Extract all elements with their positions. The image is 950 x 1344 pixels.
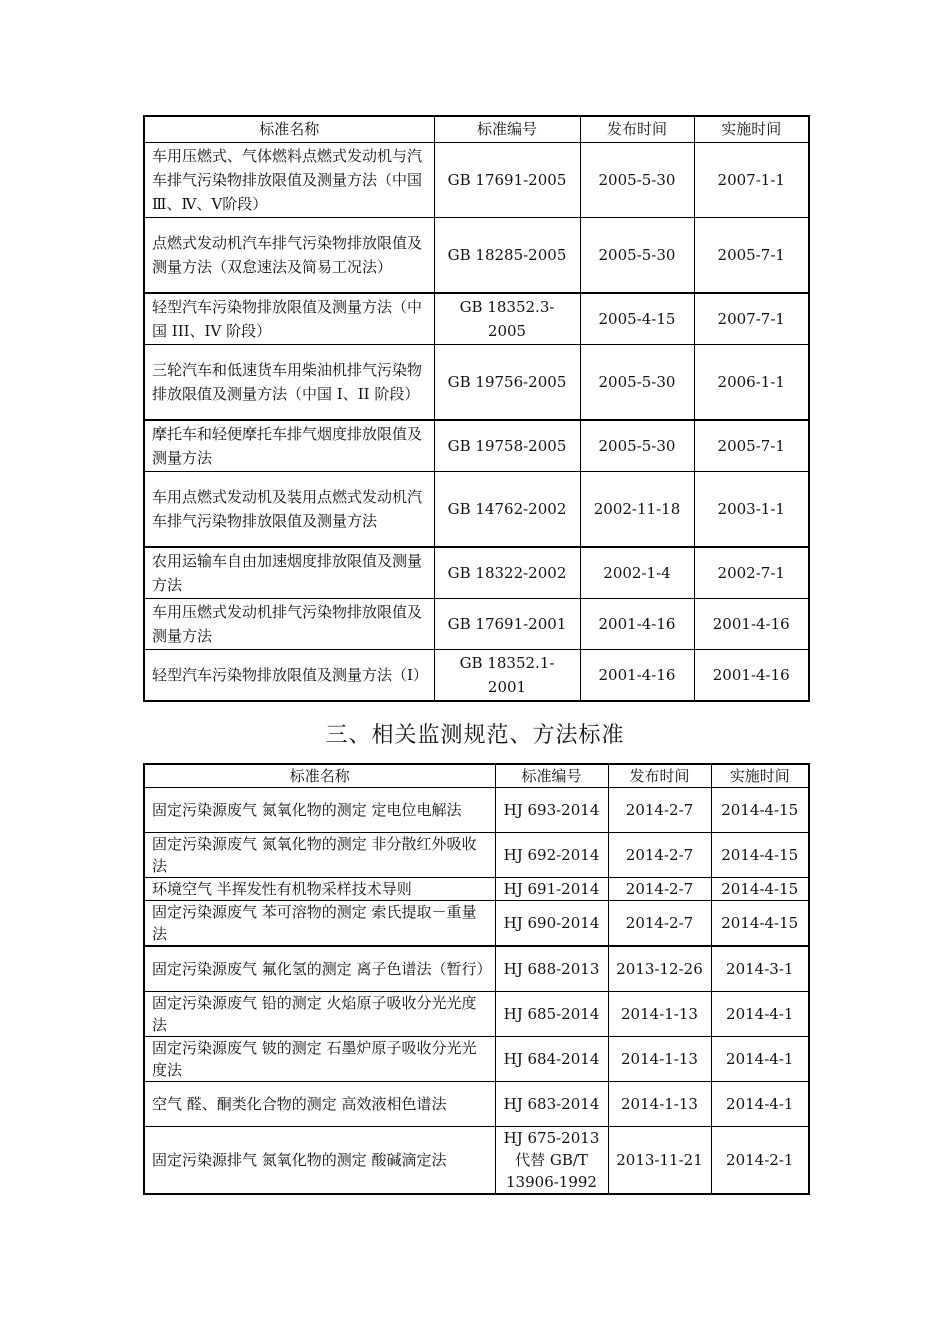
- standard-code-cell: HJ 688-2013: [495, 946, 608, 992]
- standard-code-cell: HJ 691-2014: [495, 878, 608, 901]
- release-date-cell: 2014-2-7: [608, 901, 711, 947]
- table-row: [144, 992, 809, 1037]
- header-release-date: 发布时间: [608, 764, 711, 788]
- effective-date-cell: 2005-7-1: [694, 420, 809, 472]
- release-date-cell: 2014-2-7: [608, 878, 711, 901]
- effective-date-cell: 2007-1-1: [694, 142, 809, 217]
- header-standard-code: 标准编号: [495, 764, 608, 788]
- standard-name-cell: 固定污染源废气 氮氧化物的测定 定电位电解法: [144, 788, 495, 833]
- release-date-cell: 2014-1-13: [608, 1082, 711, 1127]
- table-row: [144, 217, 809, 293]
- standard-name-cell: 轻型汽车污染物排放限值及测量方法（Ⅰ）: [144, 649, 434, 701]
- standard-code-cell: GB 17691-2005: [434, 142, 580, 217]
- release-date-cell: 2013-12-26: [608, 946, 711, 992]
- monitoring-method-standards-table: [143, 763, 810, 1195]
- table-row: [144, 471, 809, 547]
- standard-name-cell: 固定污染源废气 氟化氢的测定 离子色谱法（暂行）: [144, 946, 495, 992]
- effective-date-cell: 2014-4-1: [711, 1082, 809, 1127]
- standard-code-cell: HJ 690-2014: [495, 901, 608, 947]
- table-row: [144, 878, 809, 901]
- release-date-cell: 2002-11-18: [580, 471, 694, 547]
- table-row: [144, 344, 809, 420]
- table-row: [144, 833, 809, 878]
- effective-date-cell: 2006-1-1: [694, 344, 809, 420]
- release-date-cell: 2005-5-30: [580, 420, 694, 472]
- standard-code-cell: HJ 692-2014: [495, 833, 608, 878]
- standard-code-cell: GB 18322-2002: [434, 547, 580, 599]
- table-row: [144, 547, 809, 599]
- header-release-date: 发布时间: [580, 116, 694, 142]
- standard-name-cell: 点燃式发动机汽车排气污染物排放限值及测量方法（双怠速法及简易工况法）: [144, 217, 434, 293]
- effective-date-cell: 2005-7-1: [694, 217, 809, 293]
- header-effective-date: 实施时间: [694, 116, 809, 142]
- standard-name-cell: 车用压燃式发动机排气污染物排放限值及测量方法: [144, 598, 434, 649]
- standard-name-cell: 固定污染源废气 铅的测定 火焰原子吸收分光光度法: [144, 992, 495, 1037]
- release-date-cell: 2013-11-21: [608, 1127, 711, 1195]
- section-heading: 三、相关监测规范、方法标准: [325, 723, 625, 748]
- release-date-cell: 2014-2-7: [608, 788, 711, 833]
- table-row: [144, 142, 809, 217]
- header-standard-name: 标准名称: [144, 116, 434, 142]
- standard-name-cell: 固定污染源排气 氮氧化物的测定 酸碱滴定法: [144, 1127, 495, 1195]
- header-standard-code: 标准编号: [434, 116, 580, 142]
- standard-code-cell: GB 19758-2005: [434, 420, 580, 472]
- header-effective-date: 实施时间: [711, 764, 809, 788]
- emission-standards-table: [143, 115, 810, 702]
- effective-date-cell: 2001-4-16: [694, 598, 809, 649]
- effective-date-cell: 2003-1-1: [694, 471, 809, 547]
- effective-date-cell: 2014-4-15: [711, 833, 809, 878]
- table-header-row: [144, 116, 809, 142]
- release-date-cell: 2014-2-7: [608, 833, 711, 878]
- standard-name-cell: 车用点燃式发动机及装用点燃式发动机汽车排气污染物排放限值及测量方法: [144, 471, 434, 547]
- effective-date-cell: 2001-4-16: [694, 649, 809, 701]
- standard-code-cell: HJ 693-2014: [495, 788, 608, 833]
- table-row: [144, 649, 809, 701]
- standard-name-cell: 轻型汽车污染物排放限值及测量方法（中国 III、IV 阶段）: [144, 293, 434, 345]
- effective-date-cell: 2014-4-1: [711, 992, 809, 1037]
- table-row: [144, 1082, 809, 1127]
- standard-code-cell: HJ 675-2013 代替 GB/T 13906-1992: [495, 1127, 608, 1195]
- effective-date-cell: 2014-2-1: [711, 1127, 809, 1195]
- standard-code-cell: GB 19756-2005: [434, 344, 580, 420]
- standard-name-cell: 车用压燃式、气体燃料点燃式发动机与汽车排气污染物排放限值及测量方法（中国Ⅲ、Ⅳ、Ⅴ阶段）: [144, 142, 434, 217]
- standard-name-cell: 固定污染源废气 氮氧化物的测定 非分散红外吸收法: [144, 833, 495, 878]
- standard-name-cell: 固定污染源废气 苯可溶物的测定 索氏提取－重量法: [144, 901, 495, 947]
- effective-date-cell: 2002-7-1: [694, 547, 809, 599]
- header-standard-name: 标准名称: [144, 764, 495, 788]
- release-date-cell: 2002-1-4: [580, 547, 694, 599]
- standard-name-cell: 三轮汽车和低速货车用柴油机排气污染物排放限值及测量方法（中国 I、II 阶段）: [144, 344, 434, 420]
- effective-date-cell: 2014-4-15: [711, 901, 809, 947]
- standard-code-cell: GB 17691-2001: [434, 598, 580, 649]
- table-row: [144, 788, 809, 833]
- release-date-cell: 2005-5-30: [580, 217, 694, 293]
- table-row: [144, 1127, 809, 1195]
- standard-code-cell: HJ 684-2014: [495, 1037, 608, 1082]
- release-date-cell: 2005-5-30: [580, 344, 694, 420]
- release-date-cell: 2014-1-13: [608, 1037, 711, 1082]
- effective-date-cell: 2014-4-1: [711, 1037, 809, 1082]
- standard-code-cell: HJ 683-2014: [495, 1082, 608, 1127]
- release-date-cell: 2001-4-16: [580, 649, 694, 701]
- table-row: [144, 598, 809, 649]
- standard-code-cell: HJ 685-2014: [495, 992, 608, 1037]
- standard-code-cell: GB 14762-2002: [434, 471, 580, 547]
- effective-date-cell: 2014-4-15: [711, 788, 809, 833]
- standard-name-cell: 空气 醛、酮类化合物的测定 高效液相色谱法: [144, 1082, 495, 1127]
- table-header-row: [144, 764, 809, 788]
- table-row: [144, 1037, 809, 1082]
- table-row: [144, 901, 809, 947]
- table-row: [144, 293, 809, 345]
- standard-name-cell: 农用运输车自由加速烟度排放限值及测量方法: [144, 547, 434, 599]
- table-row: [144, 420, 809, 472]
- effective-date-cell: 2014-4-15: [711, 878, 809, 901]
- release-date-cell: 2014-1-13: [608, 992, 711, 1037]
- release-date-cell: 2001-4-16: [580, 598, 694, 649]
- standard-code-cell: GB 18285-2005: [434, 217, 580, 293]
- standard-name-cell: 固定污染源废气 铍的测定 石墨炉原子吸收分光光度法: [144, 1037, 495, 1082]
- release-date-cell: 2005-5-30: [580, 142, 694, 217]
- effective-date-cell: 2007-7-1: [694, 293, 809, 345]
- effective-date-cell: 2014-3-1: [711, 946, 809, 992]
- standard-name-cell: 环境空气 半挥发性有机物采样技术导则: [144, 878, 495, 901]
- standard-code-cell: GB 18352.1-2001: [434, 649, 580, 701]
- release-date-cell: 2005-4-15: [580, 293, 694, 345]
- standard-name-cell: 摩托车和轻便摩托车排气烟度排放限值及测量方法: [144, 420, 434, 472]
- standard-code-cell: GB 18352.3-2005: [434, 293, 580, 345]
- table-row: [144, 946, 809, 992]
